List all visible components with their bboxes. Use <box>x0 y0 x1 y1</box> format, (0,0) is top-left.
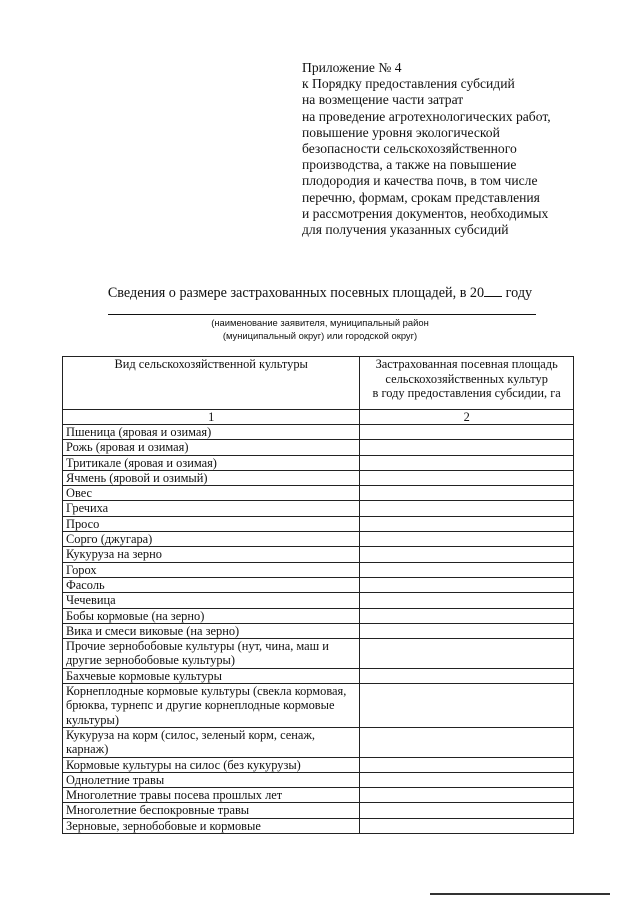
insured-area-cell[interactable] <box>360 608 574 623</box>
insured-area-cell[interactable] <box>360 455 574 470</box>
table-row <box>63 639 574 669</box>
column-header-crop: Вид сельскохозяйственной культуры <box>63 357 360 410</box>
table-row <box>63 788 574 803</box>
crop-name-cell: Просо <box>63 516 360 531</box>
table-row <box>63 608 574 623</box>
table-row <box>63 547 574 562</box>
insured-area-cell[interactable] <box>360 440 574 455</box>
insured-area-cell[interactable] <box>360 788 574 803</box>
crop-name-cell: Ячмень (яровой и озимый) <box>63 470 360 485</box>
appendix-line: для получения указанных субсидий <box>302 222 509 238</box>
crop-name-cell: Пшеница (яровая и озимая) <box>63 425 360 440</box>
applicant-caption-1: (наименование заявителя, муниципальный район <box>211 317 429 328</box>
table-row <box>63 803 574 818</box>
column-header-area-line: в году предоставления субсидии, га <box>372 386 561 400</box>
table-row <box>63 470 574 485</box>
form-title <box>0 284 640 302</box>
column-number: 2 <box>360 410 574 425</box>
year-blank <box>484 284 502 297</box>
table-row <box>63 727 574 757</box>
insured-area-cell[interactable] <box>360 470 574 485</box>
table-row <box>63 623 574 638</box>
table-row <box>63 455 574 470</box>
crop-name-cell: Многолетние травы посева прошлых лет <box>63 788 360 803</box>
insured-area-cell[interactable] <box>360 727 574 757</box>
appendix-line: и рассмотрения документов, необходимых <box>302 205 549 221</box>
appendix-line: к Порядку предоставления субсидий <box>302 76 515 92</box>
table-row <box>63 818 574 833</box>
crop-name-cell: Зерновые, зернобобовые и кормовые <box>63 818 360 833</box>
insured-area-cell[interactable] <box>360 425 574 440</box>
appendix-line: плодородия и качества почв, в том числе <box>302 173 538 189</box>
insured-area-cell[interactable] <box>360 593 574 608</box>
column-header-area-line: Застрахованная посевная площадь <box>375 357 558 371</box>
appendix-line: перечню, формам, срокам представления <box>302 189 540 205</box>
crop-name-cell: Кормовые культуры на силос (без кукурузы) <box>63 757 360 772</box>
table-row <box>63 772 574 787</box>
insured-area-cell[interactable] <box>360 757 574 772</box>
crop-name-cell: Однолетние травы <box>63 772 360 787</box>
appendix-line: на возмещение части затрат <box>302 92 464 108</box>
table-row <box>63 516 574 531</box>
crop-name-cell: Овес <box>63 486 360 501</box>
insured-area-cell[interactable] <box>360 803 574 818</box>
crop-name-cell: Прочие зернобобовые культуры (нут, чина, маш и другие зернобобовые культуры) <box>63 639 360 669</box>
crop-name-cell: Фасоль <box>63 577 360 592</box>
crop-name-cell: Сорго (джугара) <box>63 532 360 547</box>
crop-name-cell: Рожь (яровая и озимая) <box>63 440 360 455</box>
insured-area-cell[interactable] <box>360 532 574 547</box>
insured-area-cell[interactable] <box>360 684 574 728</box>
appendix-line: повышение уровня экологической <box>302 124 500 140</box>
crop-name-cell: Чечевица <box>63 593 360 608</box>
table-row <box>63 501 574 516</box>
crop-name-cell: Корнеплодные кормовые культуры (свекла кормовая, брюква, турнепс и другие корнеплодные кормовые культуры) <box>63 684 360 728</box>
insured-area-cell[interactable] <box>360 501 574 516</box>
table-row <box>63 486 574 501</box>
insured-area-cell[interactable] <box>360 818 574 833</box>
form-title-text: Сведения о размере застрахованных посевных площадей, в 20 <box>107 285 485 301</box>
applicant-caption-2: (муниципальный округ) или городской округ) <box>222 330 418 341</box>
table-header-row <box>63 357 574 410</box>
insured-area-cell[interactable] <box>360 772 574 787</box>
table-row <box>63 562 574 577</box>
insured-area-table <box>62 356 574 834</box>
applicant-name-line <box>108 314 536 315</box>
insured-area-cell[interactable] <box>360 623 574 638</box>
crop-name-cell: Горох <box>63 562 360 577</box>
insured-area-cell[interactable] <box>360 577 574 592</box>
column-header-area <box>360 357 574 410</box>
crop-name-cell: Кукуруза на корм (силос, зеленый корм, сенаж, карнаж) <box>63 727 360 757</box>
crop-name-cell: Тритикале (яровая и озимая) <box>63 455 360 470</box>
insured-area-cell[interactable] <box>360 486 574 501</box>
column-number: 1 <box>63 410 360 425</box>
crop-name-cell: Гречиха <box>63 501 360 516</box>
insured-area-cell[interactable] <box>360 547 574 562</box>
appendix-line: производства, а также на повышение <box>302 157 517 173</box>
column-header-area-line: сельскохозяйственных культур <box>385 371 548 386</box>
insured-area-cell[interactable] <box>360 562 574 577</box>
form-title-suffix: году <box>502 285 533 301</box>
table-row <box>63 577 574 592</box>
column-number-row <box>63 410 574 425</box>
table-row <box>63 425 574 440</box>
crop-name-cell: Кукуруза на зерно <box>63 547 360 562</box>
appendix-line: на проведение агротехнологических работ, <box>302 108 551 124</box>
table-row <box>63 440 574 455</box>
crop-name-cell: Бахчевые кормовые культуры <box>63 668 360 683</box>
insured-area-cell[interactable] <box>360 639 574 669</box>
table-row <box>63 593 574 608</box>
appendix-block <box>302 60 602 238</box>
table-row <box>63 684 574 728</box>
insured-area-cell[interactable] <box>360 668 574 683</box>
table-row <box>63 668 574 683</box>
appendix-line: Приложение № 4 <box>302 60 402 75</box>
crop-name-cell: Вика и смеси виковые (на зерно) <box>63 623 360 638</box>
table-row <box>63 757 574 772</box>
insured-area-cell[interactable] <box>360 516 574 531</box>
crop-name-cell: Многолетние беспокровные травы <box>63 803 360 818</box>
bottom-rule <box>430 893 610 895</box>
table-row <box>63 532 574 547</box>
appendix-line: безопасности сельскохозяйственного <box>302 141 517 157</box>
crop-name-cell: Бобы кормовые (на зерно) <box>63 608 360 623</box>
